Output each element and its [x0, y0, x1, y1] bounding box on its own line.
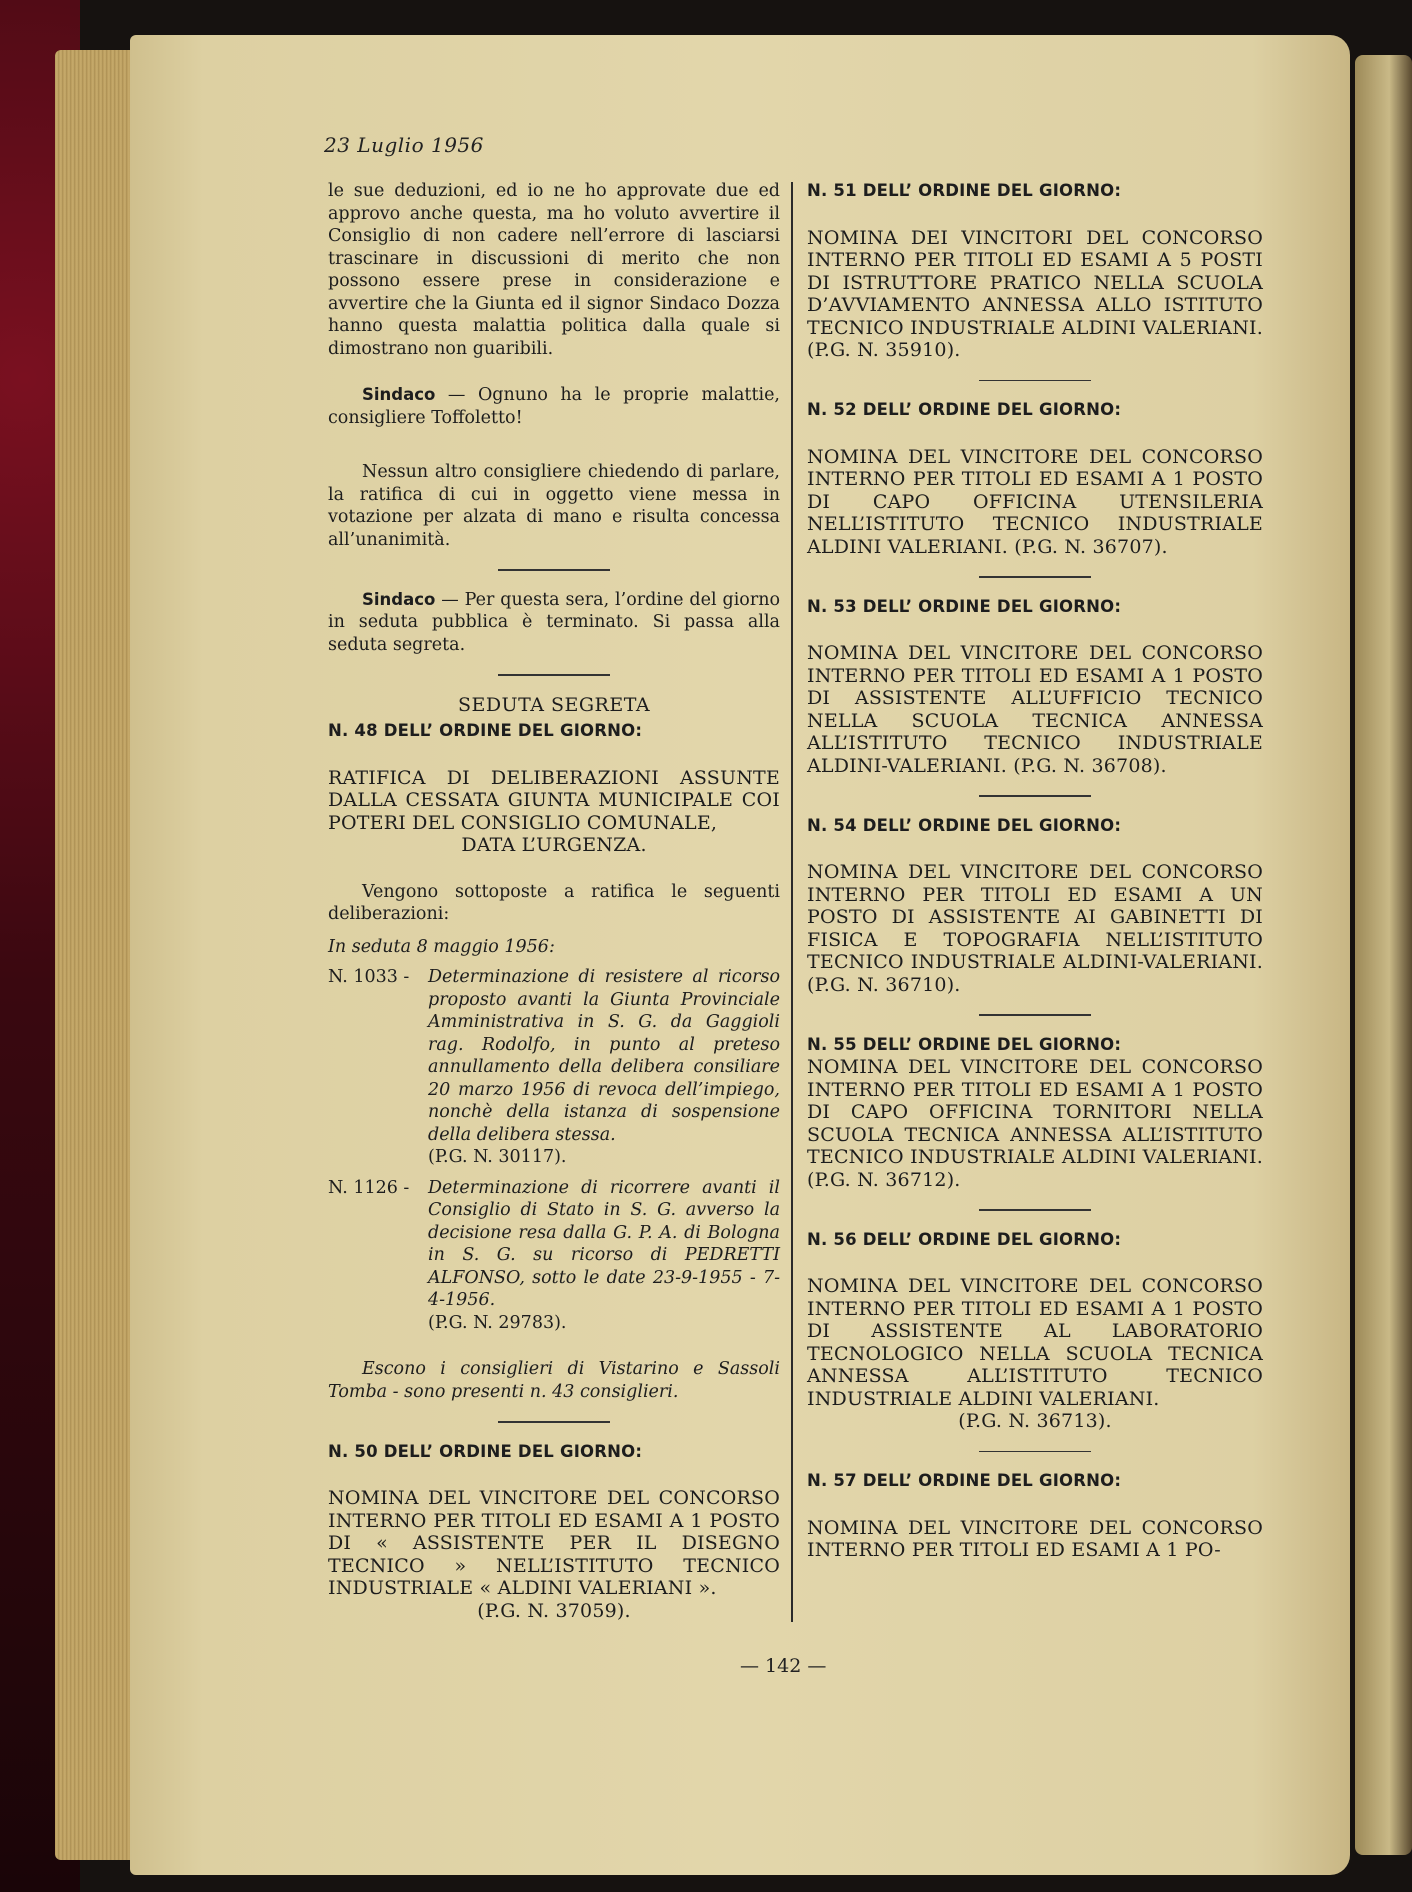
order-title-50: NOMINA DEL VINCITORE DEL CONCORSO INTERNO PER TITOLI ED ESAMI A 1 POSTO DI « ASSISTENTE PER IL DISEGNO TECNICO » NELL’ISTITUTO TECNICO INDUSTRIALE « ALDINI VALERIANI ». [328, 1487, 780, 1599]
deliberation-body: Determinazione di ricorrere avanti il Consiglio di Stato in S. G. avverso la decisione resa dalla G. P. A. di Bologna in S. G. su ricorso di PEDRETTI ALFONSO, sotto le date 23-9-1955 - 7-4-1956. [428, 1177, 780, 1310]
order-heading-48: N. 48 DELL’ ORDINE DEL GIORNO: [328, 721, 643, 740]
speaker-name: Sindaco [362, 385, 436, 404]
order-title-57: NOMINA DEL VINCITORE DEL CONCORSO INTERNO PER TITOLI ED ESAMI A 1 PO- [807, 1516, 1263, 1561]
separator-rule [979, 1451, 1091, 1453]
separator-rule [498, 569, 610, 571]
order-title-55: NOMINA DEL VINCITORE DEL CONCORSO INTERNO PER TITOLI ED ESAMI A 1 POSTO DI CAPO OFFICINA TORNITORI NELLA SCUOLA TECNICA ANNESSA ALL’ISTITUTO TECNICO INDUSTRIALE ALDINI VALERIANI. (P.G. N. 36712). [807, 1056, 1263, 1191]
deliberation-text [428, 966, 780, 1169]
right-column [807, 180, 1263, 1562]
deliberation-item [328, 1177, 780, 1335]
order-title-52: NOMINA DEL VINCITORE DEL CONCORSO INTERNO PER TITOLI ED ESAMI A 1 POSTO DI CAPO OFFICINA UTENSILERIA NELL’ISTITUTO TECNICO INDUSTRIALE ALDINI VALERIANI. (P.G. N. 36707). [807, 445, 1263, 558]
order-title-48-end: DATA L’URGENZA. [461, 834, 647, 856]
order-heading-51: N. 51 DELL’ ORDINE DEL GIORNO: [807, 181, 1122, 200]
speaker-name: Sindaco [362, 589, 436, 609]
order-heading-56: N. 56 DELL’ ORDINE DEL GIORNO: [807, 1229, 1122, 1249]
deliberation-number: N. 1126 - [328, 1177, 410, 1198]
order-title-56: NOMINA DEL VINCITORE DEL CONCORSO INTERNO PER TITOLI ED ESAMI A 1 POSTO DI ASSISTENTE AL LABORATORIO TECNOLOGICO NELLA SCUOLA TECNICA ANNESSA ALL’ISTITUTO TECNICO INDUSTRIALE ALDINI VALERIANI. [807, 1275, 1263, 1410]
separator-rule [498, 1421, 610, 1423]
page-number: — 142 — [740, 1655, 827, 1677]
separator-rule [979, 1014, 1091, 1016]
next-page-edge [1355, 55, 1412, 1855]
speech-text: — Ognuno ha le proprie malattie, consigliere Toffoletto! [328, 385, 780, 428]
order-title-51: NOMINA DEI VINCITORI DEL CONCORSO INTERNO PER TITOLI ED ESAMI A 5 POSTI DI ISTRUTTORE PRATICO NELLA SCUOLA D’AVVIAMENTO ANNESSA ALLO ISTITUTO TECNICO INDUSTRIALE ALDINI VALERIANI. (P.G. N. 35910). [807, 226, 1263, 361]
session-date: In seduta 8 maggio 1956: [328, 936, 555, 957]
protocol-number: (P.G. N. 36713). [958, 1410, 1112, 1432]
separator-rule [979, 576, 1091, 578]
paragraph-sindaco-1 [328, 384, 780, 429]
left-column [328, 180, 780, 1622]
order-title-48: RATIFICA DI DELIBERAZIONI ASSUNTE DALLA CESSATA GIUNTA MUNICIPALE COI POTERI DEL CONSIGLIO COMUNALE, [328, 766, 780, 834]
order-heading-54: N. 54 DELL’ ORDINE DEL GIORNO: [807, 815, 1122, 835]
order-heading-53: N. 53 DELL’ ORDINE DEL GIORNO: [807, 596, 1122, 616]
column-divider [791, 182, 793, 1622]
page-header-date: 23 Luglio 1956 [324, 133, 484, 157]
separator-rule [979, 380, 1091, 382]
deliberation-number: N. 1033 - [328, 967, 410, 987]
paragraph-sindaco-2 [328, 589, 780, 657]
order-heading-57: N. 57 DELL’ ORDINE DEL GIORNO: [807, 1471, 1122, 1490]
paragraph: le sue deduzioni, ed io ne ho approvate due ed approvo anche questa, ma ho voluto avvertire il Consiglio di non cadere nell’errore di lasciarsi trascinare in discussioni di merito che non possono essere prese in considerazione e avvertire che la Giunta ed il signor Sindaco Dozza hanno questa malattia politica dalla quale si dimostrano non guaribili. [328, 181, 780, 359]
protocol-number: (P.G. N. 37059). [477, 1599, 631, 1622]
order-title-54: NOMINA DEL VINCITORE DEL CONCORSO INTERNO PER TITOLI ED ESAMI A UN POSTO DI ASSISTENTE AI GABINETTI DI FISICA E TOPOGRAFIA NELL’ISTITUTO TECNICO INDUSTRIALE ALDINI-VALERIANI. (P.G. N. 36710). [807, 861, 1263, 996]
separator-rule [498, 674, 610, 676]
order-heading-55: N. 55 DELL’ ORDINE DEL GIORNO: [807, 1034, 1122, 1054]
separator-rule [979, 795, 1091, 797]
section-title: SEDUTA SEGRETA [457, 693, 651, 716]
deliberation-body: Determinazione di resistere al ricorso proposto avanti la Giunta Provinciale Amministrativa in S. G. da Gaggioli rag. Rodolfo, in punto al preteso annullamento della delibera consiliare 20 marzo 1956 di revoca dell’impiego, nonchè della istanza di sospensione della delibera stessa. [428, 967, 780, 1145]
paragraph-note: Escono i consiglieri di Vistarino e Sassoli Tomba - sono presenti n. 43 consiglieri. [328, 1359, 780, 1402]
protocol-number: (P.G. N. 30117). [428, 1147, 567, 1167]
order-title-53: NOMINA DEL VINCITORE DEL CONCORSO INTERNO PER TITOLI ED ESAMI A 1 POSTO DI ASSISTENTE ALL’UFFICIO TECNICO NELLA SCUOLA TECNICA ANNESSA ALL’ISTITUTO TECNICO INDUSTRIALE ALDINI-VALERIANI. (P.G. N. 36708). [807, 642, 1263, 777]
speech-text: — Per questa sera, l’ordine del giorno in seduta pubblica è terminato. Si passa alla seduta segreta. [328, 589, 780, 655]
order-heading-52: N. 52 DELL’ ORDINE DEL GIORNO: [807, 400, 1122, 419]
order-heading-50: N. 50 DELL’ ORDINE DEL GIORNO: [328, 1441, 643, 1461]
separator-rule [979, 1209, 1091, 1211]
paragraph: Nessun altro consigliere chiedendo di parlare, la ratifica di cui in oggetto viene messa in votazione per alzata di mano e risulta concessa all’unanimità. [328, 462, 780, 550]
deliberation-text [428, 1177, 780, 1335]
deliberation-item [328, 966, 780, 1169]
protocol-number: (P.G. N. 29783). [428, 1312, 567, 1333]
paragraph: Vengono sottoposte a ratifica le seguenti deliberazioni: [328, 881, 780, 924]
